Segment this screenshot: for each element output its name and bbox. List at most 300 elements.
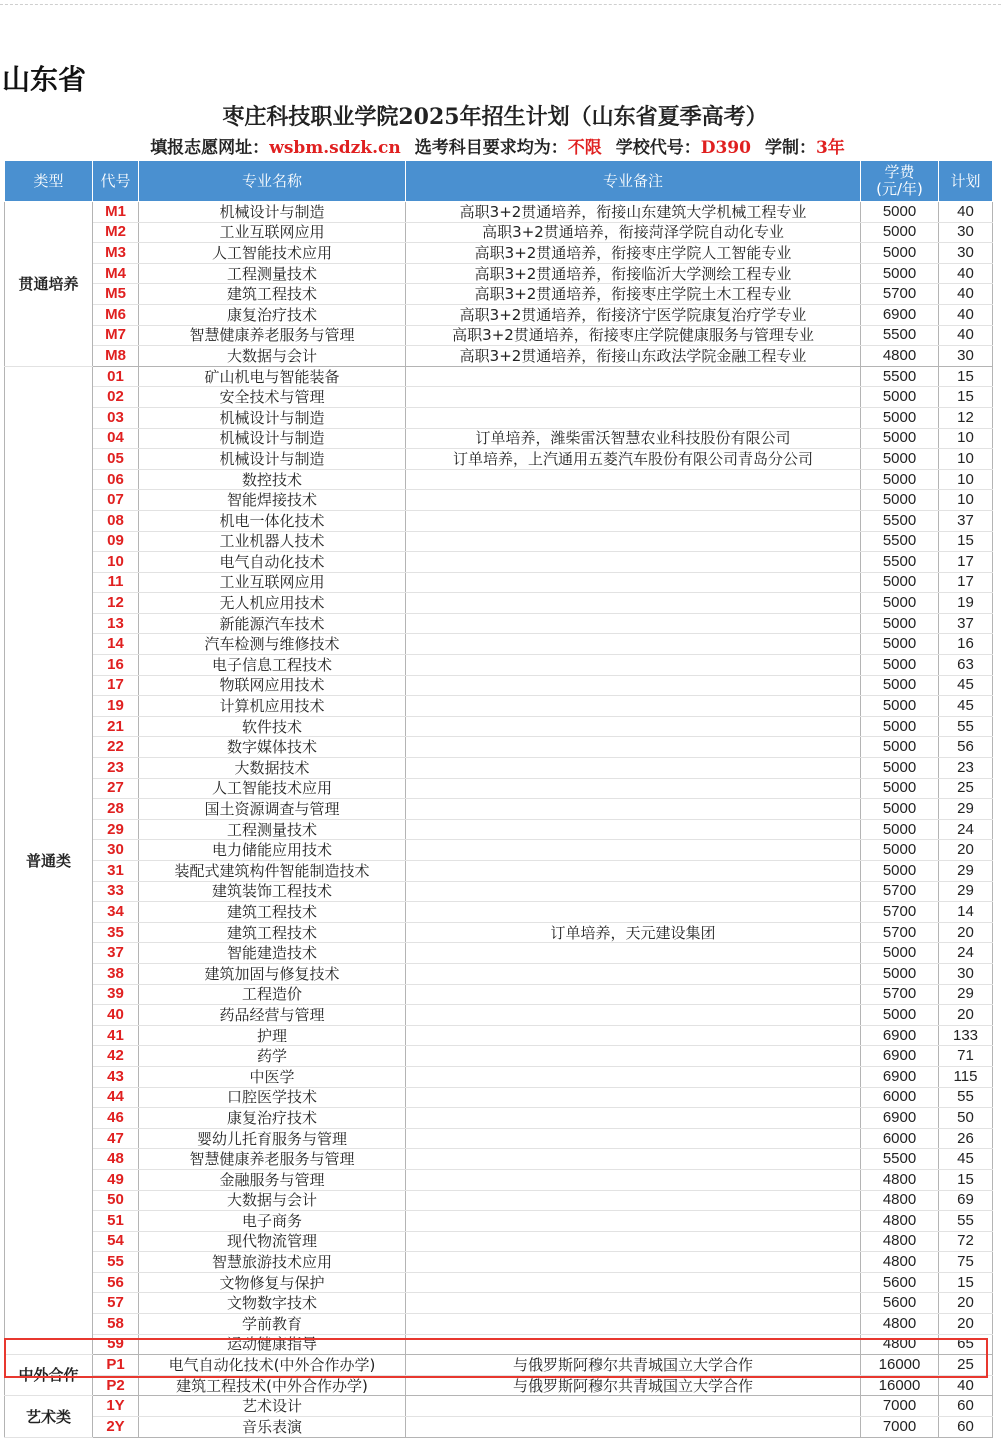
plan-cell: 40	[939, 304, 993, 325]
table-row	[5, 469, 993, 490]
code-cell: 2Y	[93, 1417, 139, 1438]
code-cell: 33	[93, 881, 139, 902]
plan-cell: 15	[939, 1272, 993, 1293]
plan-cell: 29	[939, 799, 993, 820]
table-row	[5, 304, 993, 325]
major-name-cell: 智能建造技术	[139, 943, 406, 964]
plan-cell: 29	[939, 984, 993, 1005]
major-name-cell: 智慧健康养老服务与管理	[139, 1149, 406, 1170]
major-name-cell: 机械设计与制造	[139, 407, 406, 428]
major-note-cell: 订单培养，上汽通用五菱汽车股份有限公司青岛分公司	[406, 449, 861, 470]
plan-cell: 20	[939, 1005, 993, 1026]
tuition-cell: 5000	[861, 943, 939, 964]
major-name-cell: 运动健康指导	[139, 1334, 406, 1355]
table-row	[5, 346, 993, 367]
tuition-cell: 5000	[861, 263, 939, 284]
major-note-cell: 订单培养，潍柴雷沃智慧农业科技股份有限公司	[406, 428, 861, 449]
tuition-cell: 5000	[861, 716, 939, 737]
plan-cell: 56	[939, 737, 993, 758]
major-name-cell: 建筑工程技术	[139, 922, 406, 943]
plan-cell: 26	[939, 1128, 993, 1149]
plan-cell: 40	[939, 263, 993, 284]
tuition-cell: 4800	[861, 1252, 939, 1273]
major-name-cell: 工业机器人技术	[139, 531, 406, 552]
tuition-cell: 5000	[861, 449, 939, 470]
tuition-cell: 5000	[861, 819, 939, 840]
plan-cell: 10	[939, 490, 993, 511]
table-row	[5, 1025, 993, 1046]
code-cell: 34	[93, 902, 139, 923]
code-cell: M1	[93, 202, 139, 223]
code-cell: M4	[93, 263, 139, 284]
table-row	[5, 799, 993, 820]
table-row	[5, 984, 993, 1005]
tuition-cell: 5000	[861, 758, 939, 779]
table-row	[5, 922, 993, 943]
major-name-cell: 大数据技术	[139, 758, 406, 779]
table-row	[5, 428, 993, 449]
major-note-cell	[406, 490, 861, 511]
code-cell: 58	[93, 1314, 139, 1335]
category-cell: 中外合作	[5, 1355, 93, 1396]
tuition-cell: 5500	[861, 510, 939, 531]
tuition-cell: 5000	[861, 243, 939, 264]
major-note-cell: 订单培养，天元建设集团	[406, 922, 861, 943]
major-name-cell: 智慧健康养老服务与管理	[139, 325, 406, 346]
table-row	[5, 840, 993, 861]
major-note-cell	[406, 737, 861, 758]
code-cell: 22	[93, 737, 139, 758]
code-cell: 51	[93, 1211, 139, 1232]
tuition-cell: 4800	[861, 1169, 939, 1190]
code-cell: 46	[93, 1108, 139, 1129]
tuition-cell: 6900	[861, 1066, 939, 1087]
tuition-cell: 5000	[861, 407, 939, 428]
major-name-cell: 电气自动化技术	[139, 552, 406, 573]
category-cell: 艺术类	[5, 1396, 93, 1437]
major-note-cell	[406, 984, 861, 1005]
code-cell: P2	[93, 1375, 139, 1396]
table-row	[5, 1231, 993, 1252]
tuition-cell: 5000	[861, 469, 939, 490]
code-cell: 42	[93, 1046, 139, 1067]
code-cell: 35	[93, 922, 139, 943]
code-cell: 21	[93, 716, 139, 737]
major-name-cell: 工业互联网应用	[139, 222, 406, 243]
plan-cell: 25	[939, 778, 993, 799]
tuition-cell: 6000	[861, 1087, 939, 1108]
tuition-cell: 5000	[861, 428, 939, 449]
tuition-cell: 16000	[861, 1375, 939, 1396]
major-note-cell	[406, 881, 861, 902]
plan-cell: 50	[939, 1108, 993, 1129]
tuition-cell: 5000	[861, 613, 939, 634]
major-name-cell: 中医学	[139, 1066, 406, 1087]
tuition-cell: 5500	[861, 366, 939, 387]
table-row	[5, 696, 993, 717]
plan-cell: 63	[939, 655, 993, 676]
major-note-cell	[406, 716, 861, 737]
major-note-cell	[406, 1334, 861, 1355]
table-row	[5, 1128, 993, 1149]
major-note-cell: 高职3+2贯通培养，衔接山东政法学院金融工程专业	[406, 346, 861, 367]
table-row	[5, 1293, 993, 1314]
code-cell: M3	[93, 243, 139, 264]
tuition-cell: 5000	[861, 1005, 939, 1026]
major-note-cell	[406, 840, 861, 861]
major-name-cell: 机械设计与制造	[139, 449, 406, 470]
plan-cell: 24	[939, 943, 993, 964]
major-name-cell: 建筑工程技术	[139, 284, 406, 305]
table-header-row	[5, 161, 993, 202]
plan-cell: 72	[939, 1231, 993, 1252]
tuition-cell: 7000	[861, 1396, 939, 1417]
table-row	[5, 593, 993, 614]
major-note-cell	[406, 799, 861, 820]
major-note-cell	[406, 902, 861, 923]
category-cell: 贯通培养	[5, 202, 93, 367]
major-note-cell	[406, 696, 861, 717]
table-row	[5, 387, 993, 408]
code-cell: 48	[93, 1149, 139, 1170]
tuition-cell: 7000	[861, 1417, 939, 1438]
major-note-cell	[406, 510, 861, 531]
major-note-cell: 高职3+2贯通培养，衔接枣庄学院人工智能专业	[406, 243, 861, 264]
major-name-cell: 药品经营与管理	[139, 1005, 406, 1026]
major-note-cell	[406, 1169, 861, 1190]
major-name-cell: 人工智能技术应用	[139, 243, 406, 264]
tuition-cell: 4800	[861, 1334, 939, 1355]
major-note-cell	[406, 1087, 861, 1108]
table-row	[5, 1314, 993, 1335]
plan-cell: 15	[939, 531, 993, 552]
major-note-cell	[406, 1128, 861, 1149]
plan-cell: 15	[939, 387, 993, 408]
code-cell: 07	[93, 490, 139, 511]
subject-label: 选考科目要求均为：	[414, 138, 568, 158]
table-row	[5, 510, 993, 531]
major-name-cell: 工程造价	[139, 984, 406, 1005]
major-note-cell	[406, 407, 861, 428]
code-cell: 50	[93, 1190, 139, 1211]
tuition-cell: 5000	[861, 963, 939, 984]
tuition-cell: 4800	[861, 1190, 939, 1211]
plan-cell: 20	[939, 1293, 993, 1314]
major-note-cell: 高职3+2贯通培养，衔接枣庄学院土木工程专业	[406, 284, 861, 305]
plan-cell: 60	[939, 1396, 993, 1417]
major-note-cell	[406, 531, 861, 552]
major-note-cell	[406, 366, 861, 387]
plan-cell: 40	[939, 325, 993, 346]
plan-cell: 55	[939, 716, 993, 737]
major-name-cell: 新能源汽车技术	[139, 613, 406, 634]
table-row	[5, 490, 993, 511]
major-name-cell: 文物数字技术	[139, 1293, 406, 1314]
table-row	[5, 943, 993, 964]
major-note-cell	[406, 963, 861, 984]
school-code-label: 学校代号：	[615, 138, 701, 158]
plan-cell: 115	[939, 1066, 993, 1087]
duration-value: 3年	[815, 138, 845, 158]
tuition-cell: 5500	[861, 552, 939, 573]
tuition-cell: 5500	[861, 1149, 939, 1170]
tuition-cell: 5500	[861, 325, 939, 346]
code-cell: 54	[93, 1231, 139, 1252]
major-name-cell: 音乐表演	[139, 1417, 406, 1438]
code-cell: 41	[93, 1025, 139, 1046]
table-row	[5, 716, 993, 737]
url-label: 填报志愿网址：	[150, 138, 270, 158]
major-note-cell	[406, 861, 861, 882]
plan-cell: 10	[939, 469, 993, 490]
major-name-cell: 现代物流管理	[139, 1231, 406, 1252]
code-cell: 14	[93, 634, 139, 655]
tuition-cell: 6900	[861, 1025, 939, 1046]
tuition-cell: 6900	[861, 304, 939, 325]
major-name-cell: 智能焊接技术	[139, 490, 406, 511]
code-cell: 47	[93, 1128, 139, 1149]
plan-cell: 30	[939, 243, 993, 264]
major-name-cell: 机械设计与制造	[139, 202, 406, 223]
code-cell: 19	[93, 696, 139, 717]
table-row	[5, 1169, 993, 1190]
plan-cell: 17	[939, 572, 993, 593]
code-cell: M6	[93, 304, 139, 325]
code-cell: 16	[93, 655, 139, 676]
code-cell: 43	[93, 1066, 139, 1087]
code-cell: 02	[93, 387, 139, 408]
major-name-cell: 婴幼儿托育服务与管理	[139, 1128, 406, 1149]
plan-cell: 29	[939, 861, 993, 882]
table-row	[5, 243, 993, 264]
plan-cell: 45	[939, 1149, 993, 1170]
major-name-cell: 电气自动化技术(中外合作办学)	[139, 1355, 406, 1376]
tuition-cell: 5000	[861, 202, 939, 223]
plan-title: 枣庄科技职业学院2025年招生计划（山东省夏季高考）	[222, 104, 768, 130]
major-note-cell	[406, 1417, 861, 1438]
plan-cell: 40	[939, 284, 993, 305]
category-cell: 普通类	[5, 366, 93, 1355]
major-note-cell	[406, 469, 861, 490]
table-row	[5, 655, 993, 676]
major-name-cell: 建筑工程技术(中外合作办学)	[139, 1375, 406, 1396]
code-cell: 04	[93, 428, 139, 449]
tuition-cell: 5700	[861, 284, 939, 305]
major-note-cell	[406, 572, 861, 593]
major-note-cell	[406, 1046, 861, 1067]
table-row	[5, 1046, 993, 1067]
plan-cell: 14	[939, 902, 993, 923]
major-name-cell: 艺术设计	[139, 1396, 406, 1417]
major-note-cell	[406, 593, 861, 614]
major-name-cell: 工程测量技术	[139, 263, 406, 284]
table-row	[5, 1108, 993, 1129]
plan-cell: 45	[939, 696, 993, 717]
table-row	[5, 819, 993, 840]
code-cell: 59	[93, 1334, 139, 1355]
plan-cell: 30	[939, 963, 993, 984]
major-note-cell	[406, 758, 861, 779]
plan-cell: 37	[939, 510, 993, 531]
subject-value: 不限	[567, 138, 602, 158]
code-cell: 30	[93, 840, 139, 861]
plan-cell: 10	[939, 428, 993, 449]
major-note-cell	[406, 1314, 861, 1335]
major-name-cell: 康复治疗技术	[139, 304, 406, 325]
header-major-note: 专业备注	[406, 161, 861, 202]
table-row	[5, 325, 993, 346]
major-name-cell: 国土资源调查与管理	[139, 799, 406, 820]
major-note-cell	[406, 552, 861, 573]
major-note-cell	[406, 634, 861, 655]
tuition-cell: 4800	[861, 346, 939, 367]
major-note-cell: 高职3+2贯通培养，衔接枣庄学院健康服务与管理专业	[406, 325, 861, 346]
code-cell: 49	[93, 1169, 139, 1190]
major-note-cell: 高职3+2贯通培养，衔接山东建筑大学机械工程专业	[406, 202, 861, 223]
plan-cell: 65	[939, 1334, 993, 1355]
major-note-cell	[406, 1190, 861, 1211]
table-row	[5, 1375, 993, 1396]
code-cell: 11	[93, 572, 139, 593]
major-note-cell: 高职3+2贯通培养，衔接济宁医学院康复治疗学专业	[406, 304, 861, 325]
code-cell: 23	[93, 758, 139, 779]
tuition-cell: 5000	[861, 778, 939, 799]
major-name-cell: 大数据与会计	[139, 346, 406, 367]
major-name-cell: 数字媒体技术	[139, 737, 406, 758]
table-row	[5, 552, 993, 573]
major-name-cell: 大数据与会计	[139, 1190, 406, 1211]
enrollment-plan-table	[4, 160, 993, 1438]
major-name-cell: 机械设计与制造	[139, 428, 406, 449]
plan-cell: 19	[939, 593, 993, 614]
code-cell: 56	[93, 1272, 139, 1293]
code-cell: 40	[93, 1005, 139, 1026]
code-cell: 1Y	[93, 1396, 139, 1417]
plan-cell: 23	[939, 758, 993, 779]
major-name-cell: 无人机应用技术	[139, 593, 406, 614]
tuition-cell: 5000	[861, 572, 939, 593]
major-name-cell: 人工智能技术应用	[139, 778, 406, 799]
code-cell: P1	[93, 1355, 139, 1376]
tuition-cell: 5600	[861, 1272, 939, 1293]
table-row	[5, 1066, 993, 1087]
major-name-cell: 电子商务	[139, 1211, 406, 1232]
code-cell: 03	[93, 407, 139, 428]
table-row	[5, 263, 993, 284]
plan-cell: 20	[939, 840, 993, 861]
header-tuition: 学费 (元/年)	[861, 161, 939, 202]
code-cell: 31	[93, 861, 139, 882]
header-plan: 计划	[939, 161, 993, 202]
major-name-cell: 康复治疗技术	[139, 1108, 406, 1129]
plan-cell: 17	[939, 552, 993, 573]
plan-cell: 40	[939, 202, 993, 223]
top-divider	[0, 4, 1001, 5]
plan-cell: 15	[939, 1169, 993, 1190]
tuition-cell: 5700	[861, 902, 939, 923]
major-name-cell: 汽车检测与维修技术	[139, 634, 406, 655]
major-name-cell: 建筑装饰工程技术	[139, 881, 406, 902]
major-name-cell: 学前教育	[139, 1314, 406, 1335]
plan-cell: 20	[939, 1314, 993, 1335]
table-row	[5, 572, 993, 593]
plan-cell: 75	[939, 1252, 993, 1273]
code-cell: 17	[93, 675, 139, 696]
plan-cell: 10	[939, 449, 993, 470]
major-note-cell	[406, 613, 861, 634]
tuition-cell: 5000	[861, 696, 939, 717]
code-cell: 01	[93, 366, 139, 387]
major-name-cell: 文物修复与保护	[139, 1272, 406, 1293]
plan-cell: 69	[939, 1190, 993, 1211]
major-note-cell	[406, 1066, 861, 1087]
tuition-cell: 5700	[861, 984, 939, 1005]
plan-cell: 133	[939, 1025, 993, 1046]
tuition-cell: 5000	[861, 490, 939, 511]
major-name-cell: 电力储能应用技术	[139, 840, 406, 861]
table-row	[5, 449, 993, 470]
tuition-cell: 5700	[861, 922, 939, 943]
major-note-cell	[406, 675, 861, 696]
tuition-cell: 5000	[861, 387, 939, 408]
plan-cell: 45	[939, 675, 993, 696]
code-cell: 44	[93, 1087, 139, 1108]
table-row	[5, 963, 993, 984]
plan-cell: 30	[939, 222, 993, 243]
major-note-cell	[406, 1231, 861, 1252]
code-cell: 13	[93, 613, 139, 634]
tuition-cell: 4800	[861, 1231, 939, 1252]
table-row	[5, 634, 993, 655]
code-cell: 29	[93, 819, 139, 840]
table-row	[5, 758, 993, 779]
tuition-cell: 6900	[861, 1046, 939, 1067]
table-row	[5, 902, 993, 923]
table-row	[5, 1355, 993, 1376]
code-cell: 10	[93, 552, 139, 573]
major-note-cell	[406, 1108, 861, 1129]
plan-cell: 30	[939, 346, 993, 367]
major-note-cell	[406, 1272, 861, 1293]
plan-cell: 24	[939, 819, 993, 840]
major-note-cell	[406, 943, 861, 964]
table-row	[5, 881, 993, 902]
table-row	[5, 1190, 993, 1211]
plan-cell: 25	[939, 1355, 993, 1376]
major-note-cell	[406, 778, 861, 799]
plan-cell: 60	[939, 1417, 993, 1438]
table-row	[5, 407, 993, 428]
major-name-cell: 智慧旅游技术应用	[139, 1252, 406, 1273]
major-note-cell	[406, 1211, 861, 1232]
plan-cell: 12	[939, 407, 993, 428]
major-name-cell: 工业互联网应用	[139, 572, 406, 593]
apply-url-link[interactable]: wsbm.sdzk.cn	[269, 138, 401, 158]
table-row	[5, 1272, 993, 1293]
major-name-cell: 机电一体化技术	[139, 510, 406, 531]
plan-subtitle	[0, 133, 995, 158]
table-row	[5, 531, 993, 552]
tuition-cell: 5000	[861, 861, 939, 882]
table-row	[5, 202, 993, 223]
tuition-cell: 5000	[861, 222, 939, 243]
table-row	[5, 1211, 993, 1232]
tuition-cell: 5000	[861, 593, 939, 614]
code-cell: M7	[93, 325, 139, 346]
code-cell: 09	[93, 531, 139, 552]
plan-cell: 37	[939, 613, 993, 634]
tuition-cell: 5700	[861, 881, 939, 902]
